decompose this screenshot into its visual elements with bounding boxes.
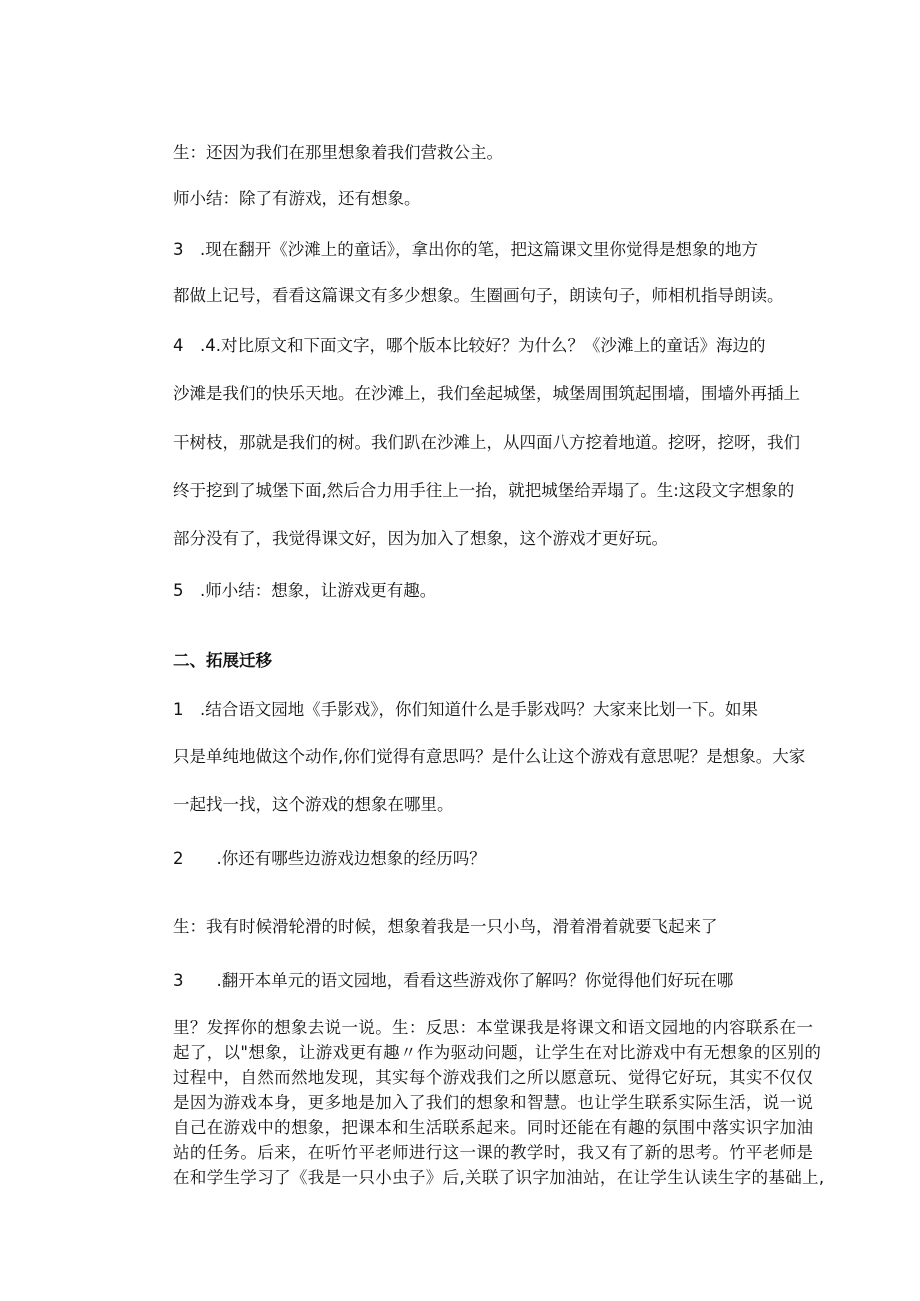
paragraph-line: 终于挖到了城堡下面,然后合力用手往上一抬，就把城堡给弄塌了。生:这段文字想象的 (173, 481, 795, 500)
paragraph-line: 3 .翻开本单元的语文园地，看看这些游戏你了解吗？你觉得他们好玩在哪 (173, 971, 734, 990)
paragraph-line: 在和学生学习了《我是一只小虫子》后,关联了识字加油站，在让学生认读生字的基础上, (173, 1168, 825, 1187)
paragraph-line: 4 .4.对比原文和下面文字，哪个版本比较好？为什么？《沙滩上的童话》海边的 (173, 336, 766, 355)
paragraph-line: 起了，以"想象，让游戏更有趣〃作为驱动问题，让学生在对比游戏中有无想象的区别的 (173, 1043, 822, 1062)
paragraph-line: 是因为游戏本身，更多地是加入了我们的想象和智慧。也让学生联系实际生活，说一说 (173, 1093, 814, 1112)
paragraph-line: 沙滩是我们的快乐天地。在沙滩上，我们垒起城堡，城堡周围筑起围墙，围墙外再插上 (173, 384, 800, 403)
paragraph-line: 生：还因为我们在那里想象着我们营救公主。 (173, 143, 503, 162)
paragraph-line: 只是单纯地做这个动作,你们觉得有意思吗？是什么让这个游戏有意思呢？是想象。大家 (173, 747, 806, 766)
paragraph-line: 自己在游戏中的想象，把课本和生活联系起来。同时还能在有趣的氛围中落实识字加油 (173, 1118, 814, 1137)
paragraph-line: 3 .现在翻开《沙滩上的童话》，拿出你的笔，把这篇课文里你觉得是想象的地方 (173, 240, 758, 259)
paragraph-line: 5 .师小结：想象，让游戏更有趣。 (173, 581, 437, 600)
paragraph-line: 一起找一找，这个游戏的想象在哪里。 (173, 795, 454, 814)
paragraph-line: 部分没有了，我觉得课文好，因为加入了想象，这个游戏才更好玩。 (173, 529, 668, 548)
paragraph-line: 站的任务。后来，在听竹平老师进行这一课的教学时，我又有了新的思考。竹平老师是 (173, 1143, 814, 1162)
paragraph-line: 1 .结合语文园地《手影戏》，你们知道什么是手影戏吗？大家来比划一下。如果 (173, 700, 758, 719)
section-heading: 二、拓展迁移 (173, 651, 272, 670)
paragraph-line: 都做上记号，看看这篇课文有多少想象。生圈画句子，朗读句子，师相机指导朗读。 (173, 286, 784, 305)
paragraph-line: 过程中，自然而然地发现，其实每个游戏我们之所以愿意玩、觉得它好玩，其实不仅仅 (173, 1068, 814, 1087)
paragraph-line: 里？发挥你的想象去说一说。生：反思：本堂课我是将课文和语文园地的内容联系在一 (173, 1018, 814, 1037)
paragraph-line: 干树枝，那就是我们的树。我们趴在沙滩上，从四面八方挖着地道。挖呀，挖呀，我们 (173, 433, 800, 452)
paragraph-line: 生：我有时候滑轮滑的时候，想象着我是一只小鸟，滑着滑着就要飞起来了 (173, 917, 718, 936)
paragraph-line: 师小结：除了有游戏，还有想象。 (173, 189, 421, 208)
paragraph-line: 2 .你还有哪些边游戏边想象的经历吗？ (173, 849, 486, 868)
